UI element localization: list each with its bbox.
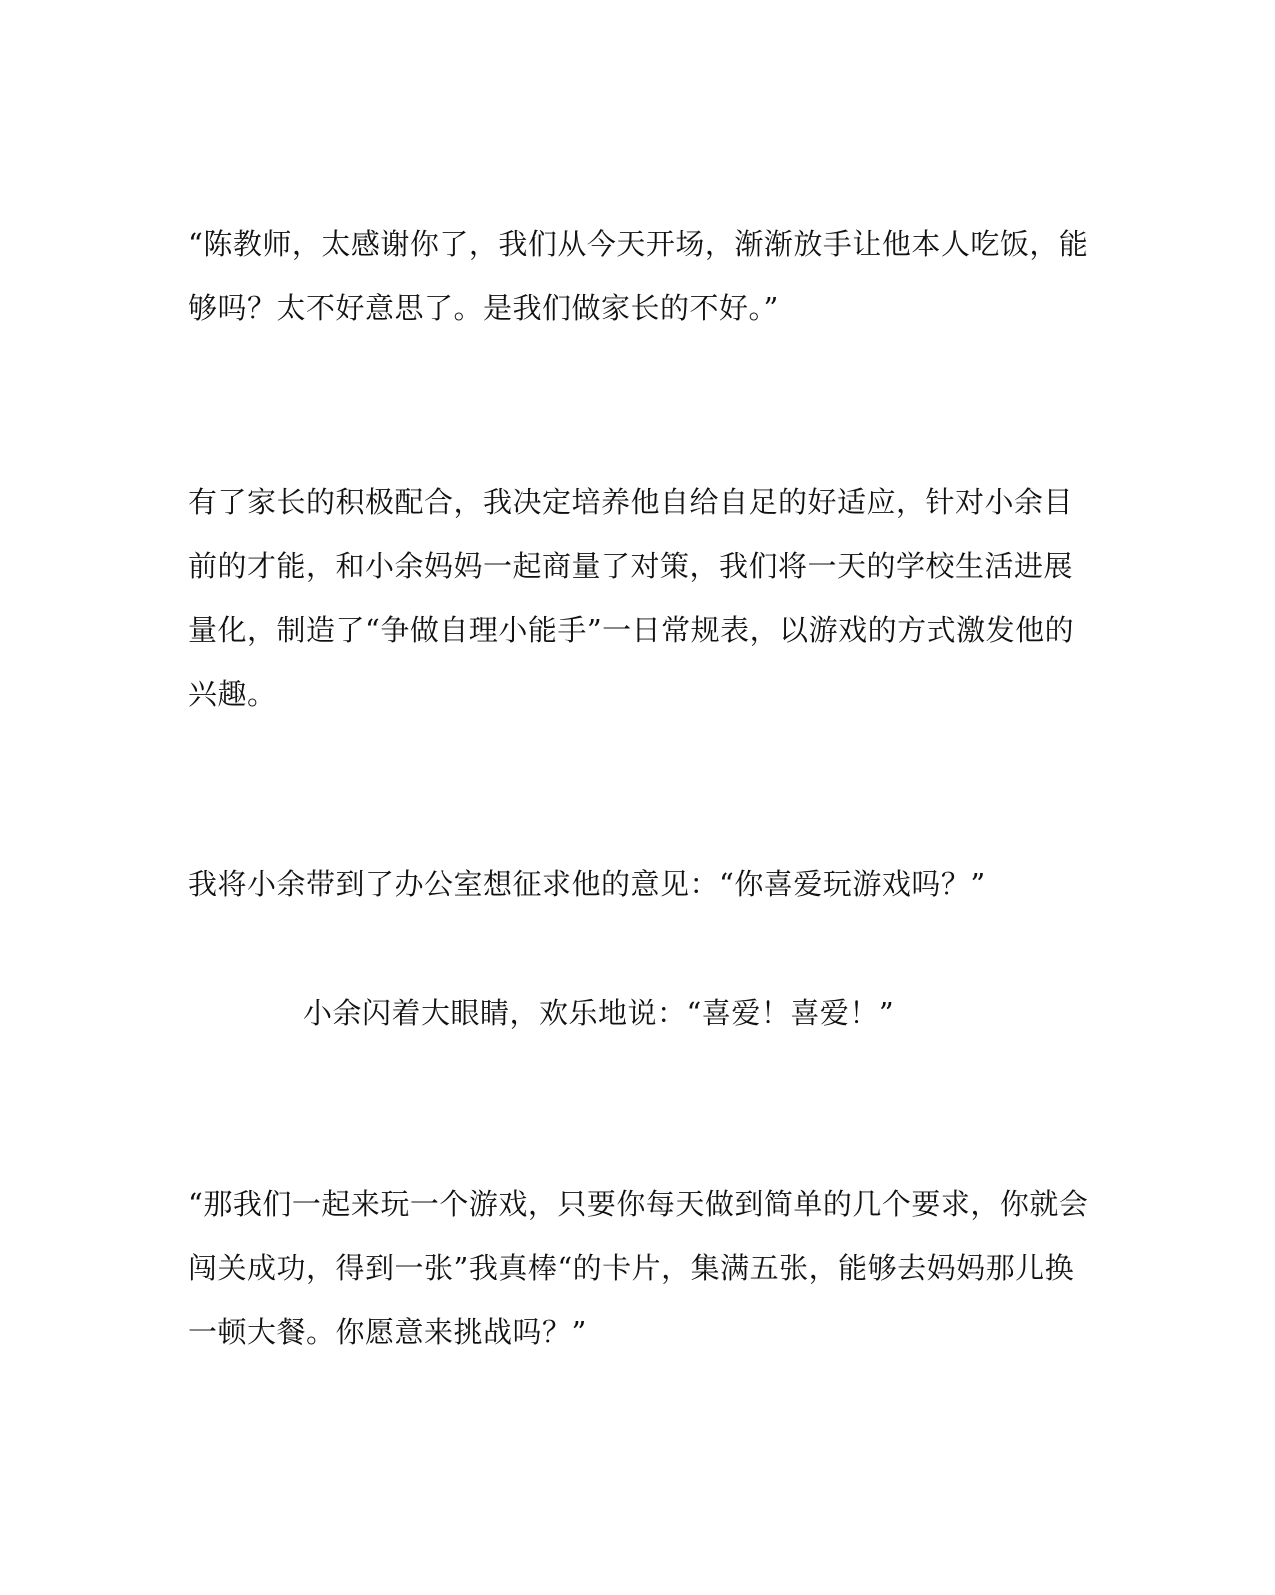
text-line: 兴趣。 [188,677,277,711]
text-line: 有了家长的积极配合，我决定培养他自给自足的好适应，针对小余目 [188,485,1074,519]
text-line: 够吗？太不好意思了。是我们做家长的不好。” [188,291,779,325]
paragraph-question [188,852,1068,916]
text-line: 小余闪着大眼睛，欢乐地说：“喜爱！喜爱！” [303,996,895,1030]
text-line: “陈教师，太感谢你了，我们从今天开场，渐渐放手让他本人吃饭，能 [188,227,1089,261]
text-line: 量化，制造了“争做自理小能手”一日常规表，以游戏的方式激发他的 [188,613,1075,647]
text-line: 一顿大餐。你愿意来挑战吗？” [188,1315,587,1349]
text-line: 闯关成功，得到一张”我真棒“的卡片，集满五张，能够去妈妈那儿换 [188,1251,1075,1285]
paragraph-game-invitation [188,1172,1089,1364]
paragraph-answer [303,981,1183,1045]
paragraph-plan [188,470,1075,726]
text-line: 我将小余带到了办公室想征求他的意见：“你喜爱玩游戏吗？” [188,867,986,901]
text-line: 前的才能，和小余妈妈一起商量了对策，我们将一天的学校生活进展 [188,549,1074,583]
paragraph-parent-thanks [188,212,1089,340]
text-line: “那我们一起来玩一个游戏，只要你每天做到简单的几个要求，你就会 [188,1187,1089,1221]
